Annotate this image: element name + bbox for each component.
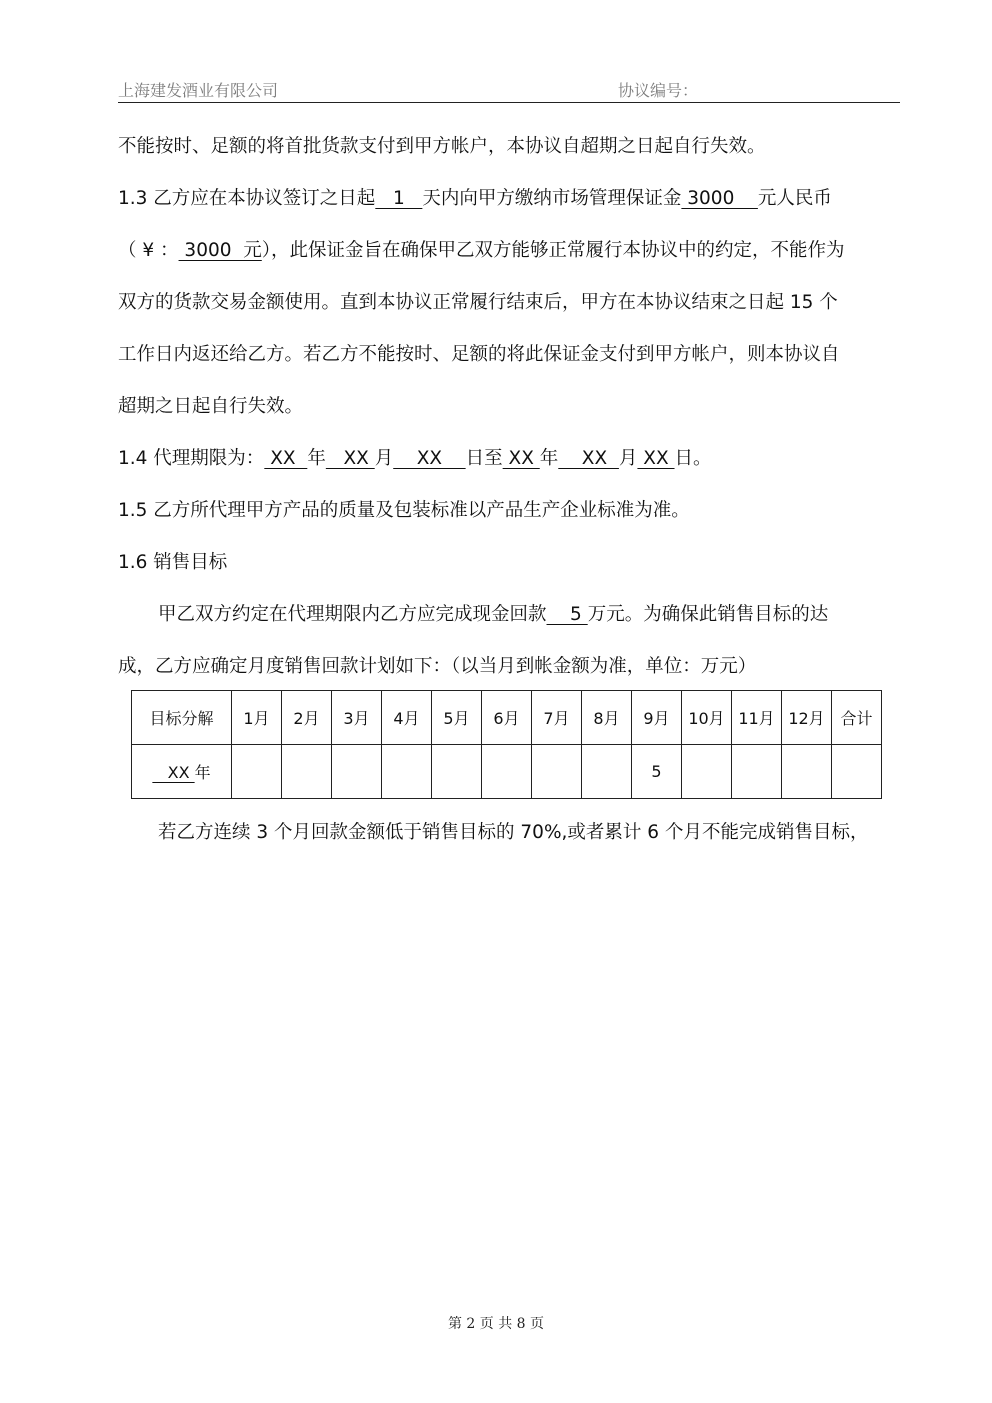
sales-target-amount: 5	[546, 604, 588, 625]
agreement-number-label: 协议编号：	[618, 81, 699, 100]
table-header-row	[132, 691, 882, 745]
clause-1-6-line-2: 成，乙方应确定月度销售回款计划如下：（以当月到帐金额为准，单位：万元）	[118, 656, 757, 677]
page-header	[118, 76, 900, 103]
clause-1-6-title: 1.6 销售目标	[118, 552, 228, 573]
table-header-cell: 9月	[632, 691, 682, 745]
table-cell	[382, 745, 432, 799]
clause-1-4: 1.4 代理期限为： XX 年 XX 月 XX 日至 XX 年 XX 月 XX 日。	[118, 448, 712, 469]
table-cell	[282, 745, 332, 799]
table-cell	[582, 745, 632, 799]
table-cell	[832, 745, 882, 799]
table-header-cell: 目标分解	[132, 691, 232, 745]
clause-1-3-line-4: 工作日内返还给乙方。若乙方不能按时、足额的将此保证金支付到甲方帐户，则本协议自	[118, 344, 840, 365]
clause-1-3-line-3: 双方的货款交易金额使用。直到本协议正常履行结束后，甲方在本协议结束之日起 15 个	[118, 292, 838, 313]
table-cell	[232, 745, 282, 799]
clause-1-3-line-2: （ ¥ ： 3000 元），此保证金旨在确保甲乙双方能够正常履行本协议中的约定，不能作为	[118, 238, 845, 264]
deposit-amount-rmb: 3000 元	[178, 240, 262, 261]
company-name: 上海建发酒业有限公司	[118, 81, 279, 100]
table-header-cell: 8月	[582, 691, 632, 745]
table-cell	[782, 745, 832, 799]
table-cell	[532, 745, 582, 799]
table-header-cell: 4月	[382, 691, 432, 745]
clause-1-6-line-1: 甲乙双方约定在代理期限内乙方应完成现金回款 5 万元。为确保此销售目标的达	[158, 602, 828, 628]
clause-1-3-line-1: 1.3 乙方应在本协议签订之日起 1 天内向甲方缴纳市场管理保证金 3000 元人民币	[118, 186, 832, 212]
table-row	[132, 745, 882, 799]
table-header-cell: 合计	[832, 691, 882, 745]
table-header-cell: 11月	[732, 691, 782, 745]
clause-1-5: 1.5 乙方所代理甲方产品的质量及包装标准以产品生产企业标准为准。	[118, 500, 690, 521]
table-header-cell: 7月	[532, 691, 582, 745]
table-cell	[482, 745, 532, 799]
table-header-cell: 3月	[332, 691, 382, 745]
table-header-cell: 6月	[482, 691, 532, 745]
monthly-plan-table	[131, 690, 882, 799]
table-cell	[732, 745, 782, 799]
table-header-cell: 2月	[282, 691, 332, 745]
table-header-cell: 10月	[682, 691, 732, 745]
table-header-cell: 5月	[432, 691, 482, 745]
deposit-days: 1	[375, 188, 423, 209]
table-cell: 5	[632, 745, 682, 799]
table-year-cell: XX 年	[132, 745, 232, 799]
clause-1-3-line-5: 超期之日起自行失效。	[118, 396, 304, 417]
paragraph-line: 不能按时、足额的将首批货款支付到甲方帐户，本协议自超期之日起自行失效。	[118, 136, 766, 157]
table-cell	[332, 745, 382, 799]
table-header-cell: 12月	[782, 691, 832, 745]
paragraph-line: 若乙方连续 3 个月回款金额低于销售目标的 70%,或者累计 6 个月不能完成销售目标，	[158, 822, 869, 843]
table-cell	[432, 745, 482, 799]
page-footer: 第 2 页 共 8 页	[447, 1316, 545, 1332]
table-cell	[682, 745, 732, 799]
deposit-amount: 3000	[681, 188, 758, 209]
table-header-cell: 1月	[232, 691, 282, 745]
